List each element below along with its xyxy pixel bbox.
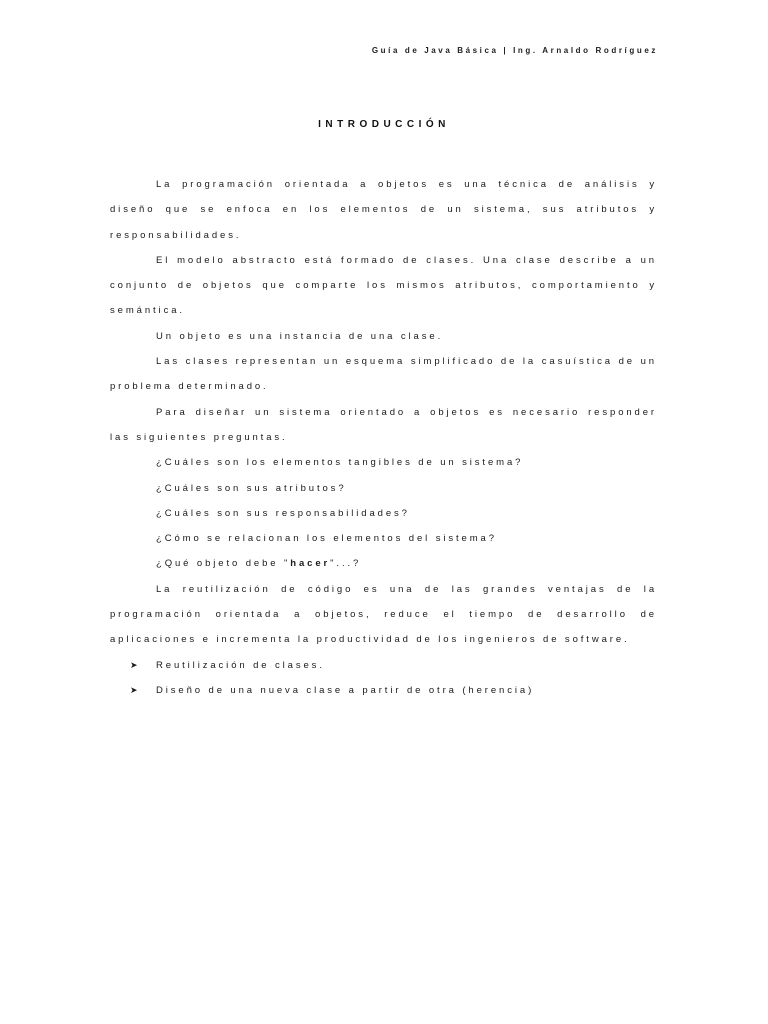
question-hacer-bold: hacer: [290, 558, 331, 570]
page-header: Guía de Java Básica | Ing. Arnaldo Rodríguez: [371, 46, 658, 55]
paragraph-objeto: Un objeto es una instancia de una clase.: [156, 330, 444, 342]
question-hacer: [110, 551, 657, 576]
list-item-label: Reutilización de clases.: [156, 659, 325, 671]
paragraph-clases: Las clases representan un esquema simplificado de la casuística de un problema determinado.: [110, 356, 657, 393]
document-body: [110, 172, 657, 703]
paragraph-reutilizacion: La reutilización de código es una de las grandes ventajas de la programación orientada a objetos, reduce el tiempo de desarrollo de aplicaciones e incrementa la productividad de los ingenieros de software.: [110, 583, 657, 646]
question-elementos: ¿Cuáles son los elementos tangibles de un sistema?: [156, 457, 524, 469]
paragraph-modelo: El modelo abstracto está formado de clases. Una clase describe a un conjunto de objetos que comparte los mismos atributos, comportamiento y semántica.: [110, 254, 657, 317]
paragraph-disenar: Para diseñar un sistema orientado a objetos es necesario responder las siguientes preguntas.: [110, 406, 657, 443]
question-hacer-after: "...?: [330, 558, 362, 570]
question-hacer-before: ¿Qué objeto debe ": [156, 558, 291, 570]
question-responsabilidades: ¿Cuáles son sus responsabilidades?: [156, 507, 410, 519]
list-item: [110, 653, 657, 678]
arrowhead-right-icon: ➤: [130, 659, 138, 670]
bullet-list: [110, 653, 657, 704]
arrowhead-right-icon: ➤: [130, 684, 138, 695]
list-item: [110, 678, 657, 703]
paragraph-intro: La programación orientada a objetos es una técnica de análisis y diseño que se enfoca en los elementos de un sistema, sus atributos y responsabilidades.: [110, 179, 657, 241]
question-relacion: ¿Cómo se relacionan los elementos del sistema?: [156, 533, 497, 545]
section-title: INTRODUCCIÓN: [318, 119, 450, 130]
question-atributos: ¿Cuáles son sus atributos?: [156, 482, 347, 494]
list-item-label: Diseño de una nueva clase a partir de otra (herencia): [156, 684, 535, 696]
